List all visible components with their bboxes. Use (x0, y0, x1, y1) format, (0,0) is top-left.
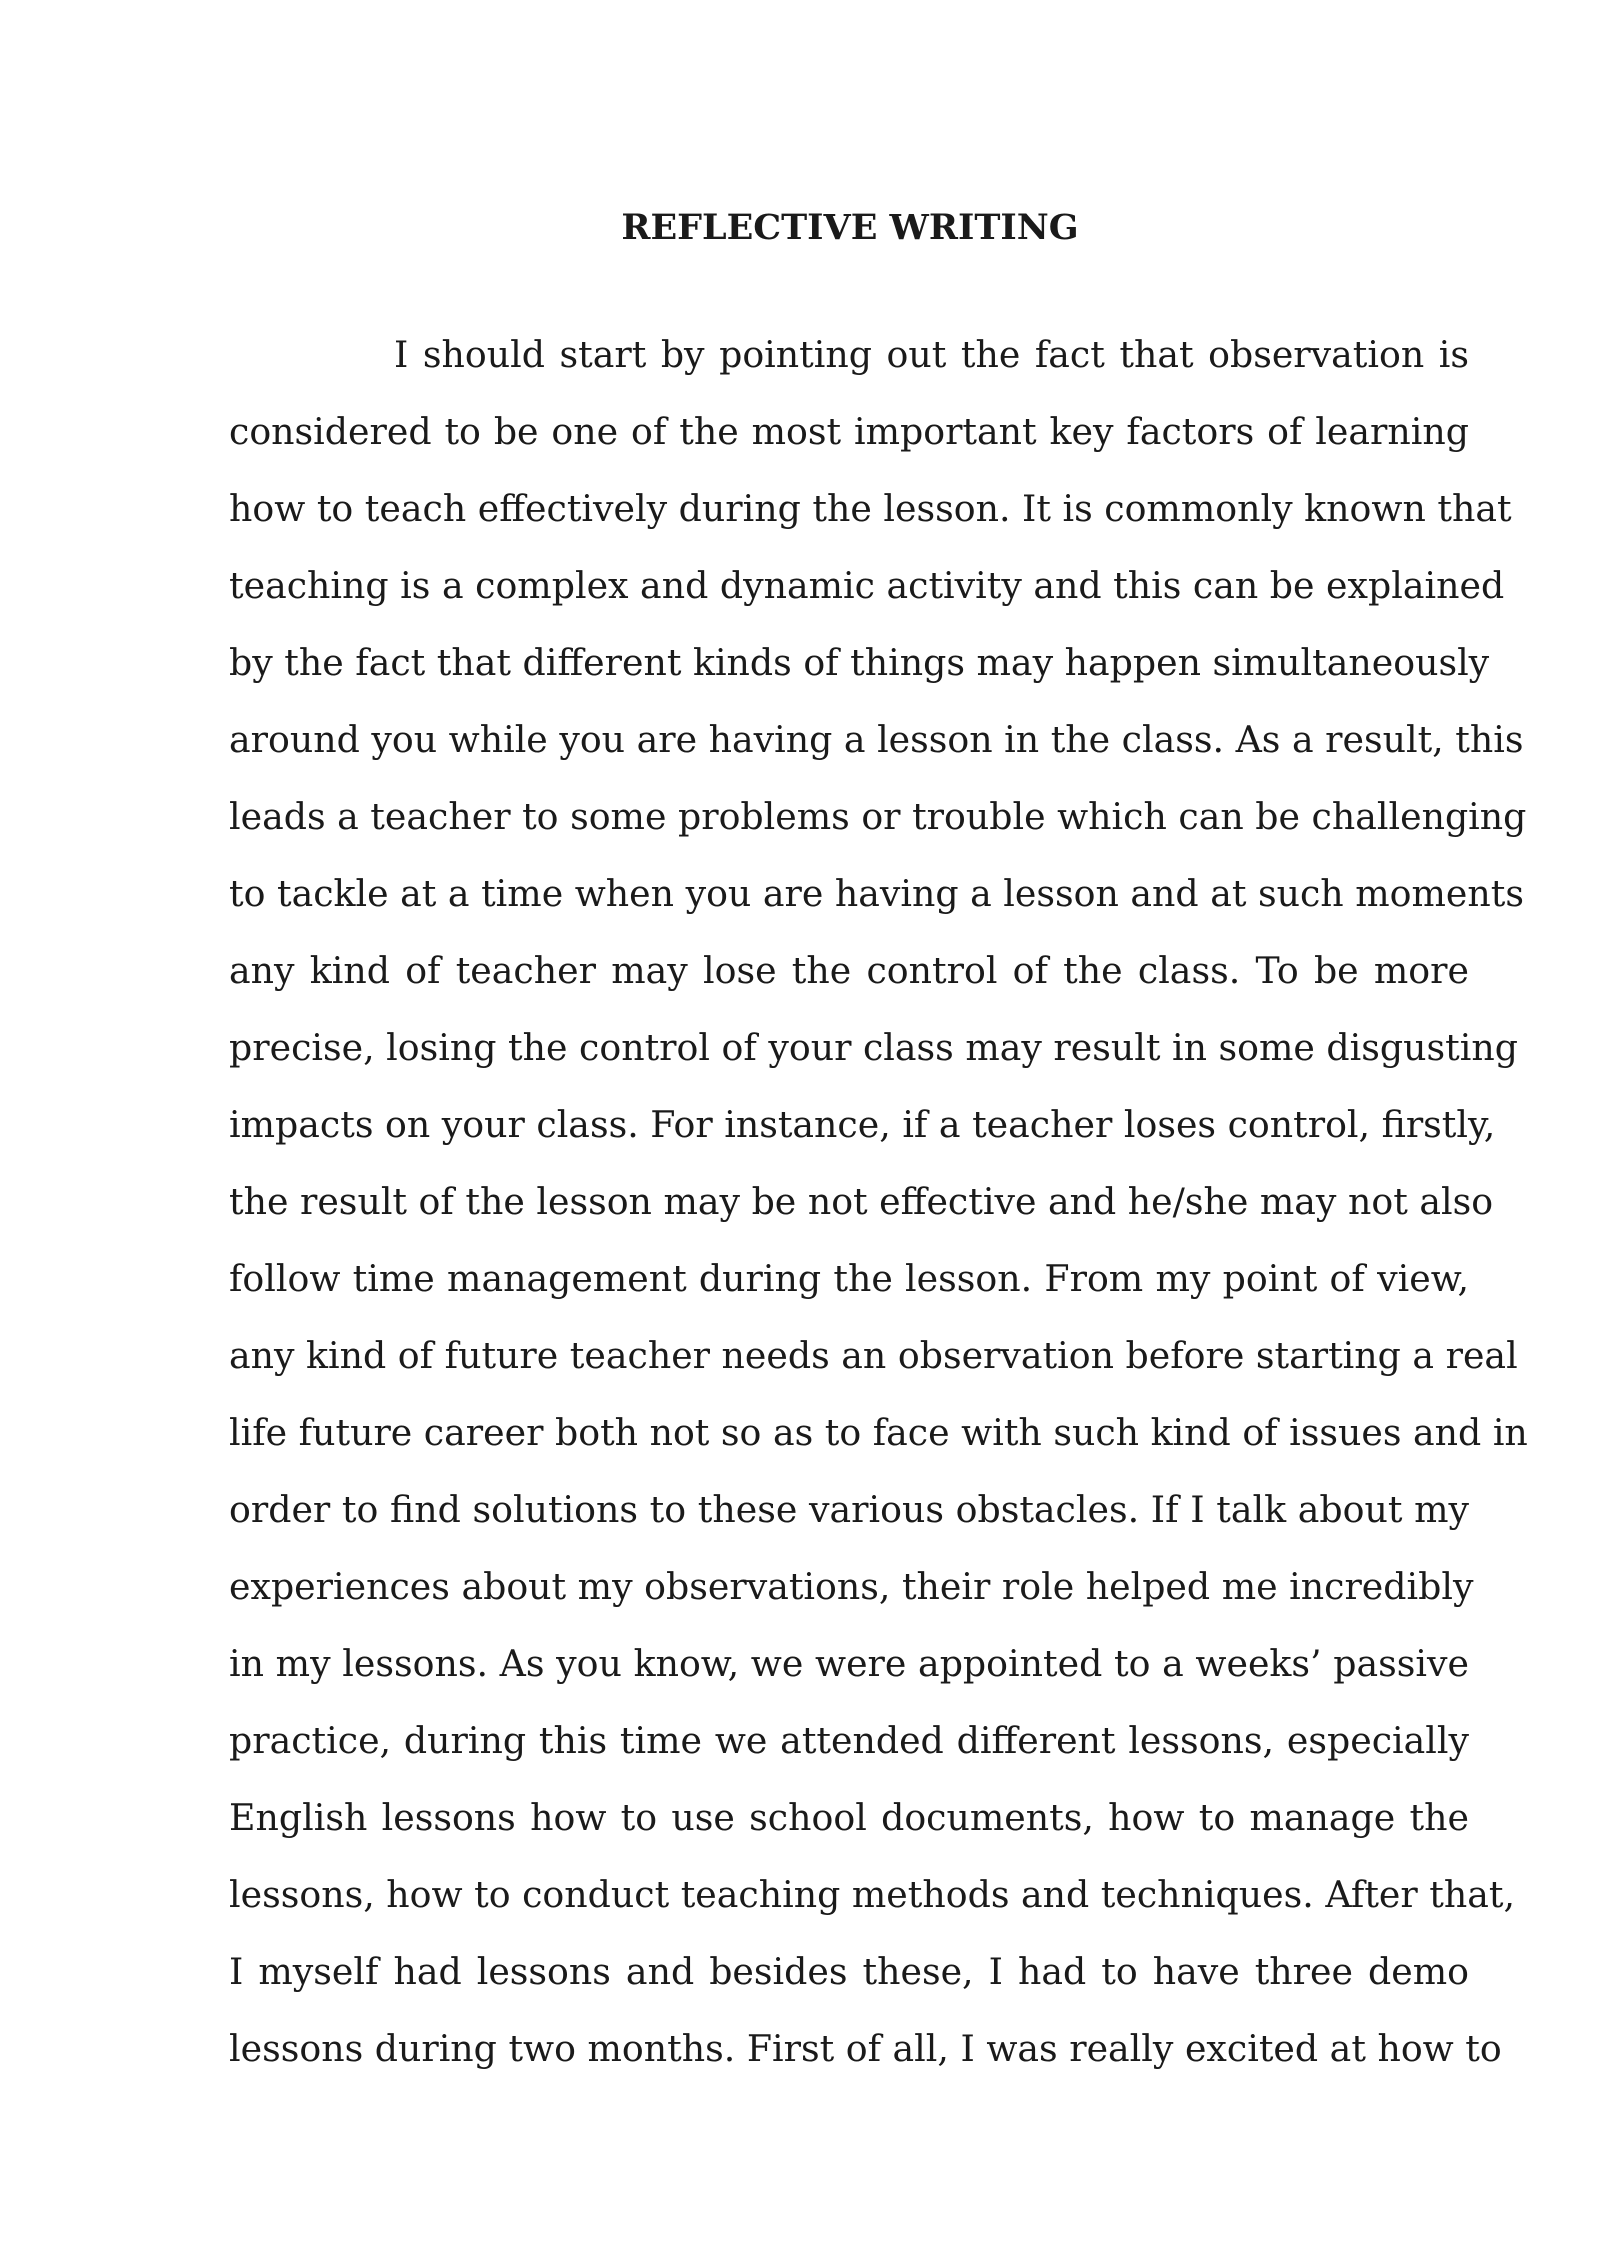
paragraph-line: I myself had lessons and besides these, I had to have three demo (229, 1950, 1469, 1993)
paragraph-line: any kind of future teacher needs an observation before starting a real (229, 1334, 1518, 1377)
paragraph-line: in my lessons. As you know, we were appointed to a weeks’ passive (229, 1642, 1469, 1685)
paragraph-line: I should start by pointing out the fact that observation is (394, 333, 1469, 376)
paragraph-line: lessons, how to conduct teaching methods and techniques. After that, (229, 1873, 1516, 1916)
paragraph-line: practice, during this time we attended different lessons, especially (229, 1719, 1469, 1762)
paragraph-line: English lessons how to use school documents, how to manage the (229, 1796, 1469, 1839)
paragraph-line: around you while you are having a lesson in the class. As a result, this (229, 718, 1524, 761)
paragraph-line: by the fact that different kinds of things may happen simultaneously (229, 641, 1490, 684)
paragraph-line: experiences about my observations, their role helped me incredibly (229, 1565, 1474, 1608)
paragraph-line: to tackle at a time when you are having a lesson and at such moments (229, 872, 1524, 915)
paragraph-line: how to teach effectively during the lesson. It is commonly known that (229, 487, 1512, 530)
paragraph-line: any kind of teacher may lose the control of the class. To be more (229, 949, 1469, 992)
paragraph-line: leads a teacher to some problems or trouble which can be challenging (229, 795, 1527, 838)
paragraph-line: lessons during two months. First of all, I was really excited at how to (229, 2027, 1502, 2070)
paragraph-line: the result of the lesson may be not effective and he/she may not also (229, 1180, 1494, 1223)
paragraph-line: life future career both not so as to face with such kind of issues and in (229, 1411, 1528, 1454)
paragraph-line: considered to be one of the most important key factors of learning (229, 410, 1469, 453)
paragraph-line: precise, losing the control of your class may result in some disgusting (229, 1026, 1518, 1069)
paragraph-line: teaching is a complex and dynamic activity and this can be explained (229, 564, 1505, 607)
paragraph-line: order to find solutions to these various obstacles. If I talk about my (229, 1488, 1469, 1531)
paragraph-line: follow time management during the lesson. From my point of view, (229, 1257, 1469, 1300)
paragraph-line: impacts on your class. For instance, if a teacher loses control, firstly, (229, 1103, 1496, 1146)
document-title: REFLECTIVE WRITING (621, 207, 1079, 248)
